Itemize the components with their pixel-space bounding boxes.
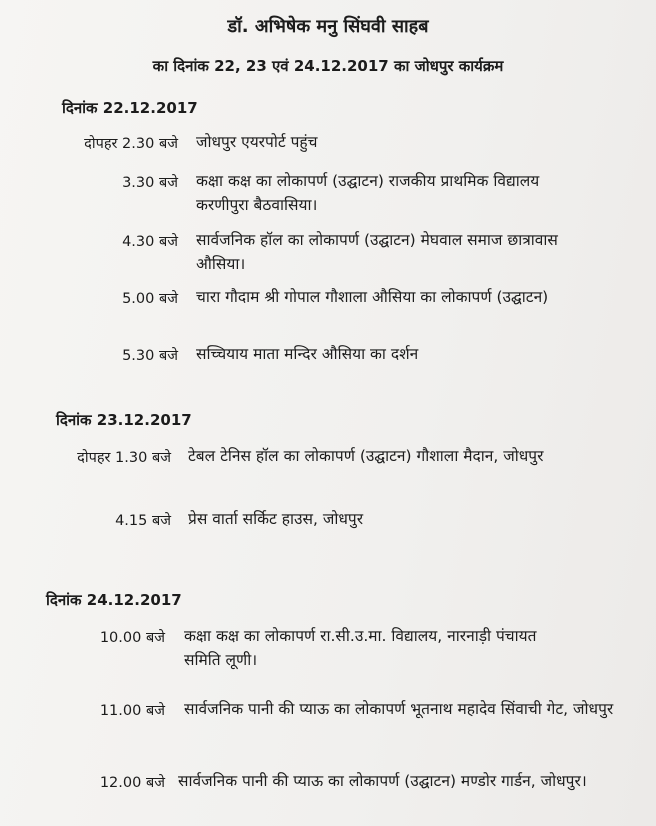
event-time: 10.00 बजे	[99, 630, 165, 646]
event-desc: सार्वजनिक पानी की प्याऊ का लोकापर्ण भूतनाथ महादेव सिंवाची गेट, जोधपुर	[184, 700, 614, 718]
event-desc: जोधपुर एयरपोर्ट पहुंच	[196, 133, 318, 151]
page-title: डॉ. अभिषेक मनु सिंघवी साहब	[227, 16, 429, 37]
event-time: 5.30 बजे	[122, 348, 178, 364]
event-desc: प्रेस वार्ता सर्किट हाउस, जोधपुर	[188, 510, 364, 528]
event-desc: चारा गौदाम श्री गोपाल गौशाला औसिया का लोकापर्ण (उद्घाटन)	[196, 288, 549, 306]
event-time: 4.30 बजे	[122, 234, 178, 250]
event-desc: टेबल टेनिस हॉल का लोकापर्ण (उद्घाटन) गौशाला मैदान, जोधपुर	[188, 447, 544, 465]
day-1-date: दिनांक 22.12.2017	[62, 99, 198, 117]
event-desc: सार्वजनिक हॉल का लोकापर्ण (उद्घाटन) मेघवाल समाज छात्रावास औसिया।	[196, 231, 558, 273]
event-desc: सच्चियाय माता मन्दिर औसिया का दर्शन	[196, 345, 419, 363]
event-desc: कक्षा कक्ष का लोकापर्ण (उद्घाटन) राजकीय प्राथमिक विद्यालय करणीपुरा बैठवासिया।	[196, 172, 540, 214]
day-2-date: दिनांक 23.12.2017	[56, 411, 192, 429]
page-subtitle: का दिनांक 22, 23 एवं 24.12.2017 का जोधपुर कार्यक्रम	[152, 57, 504, 75]
event-time: 5.00 बजे	[122, 291, 178, 307]
event-time: 12.00 बजे	[99, 775, 165, 791]
event-desc: कक्षा कक्ष का लोकापर्ण रा.सी.उ.मा. विद्यालय, नारनाड़ी पंचायत समिति लूणी।	[184, 627, 537, 669]
event-desc: सार्वजनिक पानी की प्याऊ का लोकापर्ण (उद्घाटन) मण्डोर गार्डन, जोधपुर।	[178, 772, 587, 790]
event-time: दोपहर 1.30 बजे	[77, 450, 171, 466]
day-3-date: दिनांक 24.12.2017	[46, 591, 182, 609]
event-time: 3.30 बजे	[122, 175, 178, 191]
event-time: दोपहर 2.30 बजे	[84, 136, 178, 152]
event-time: 11.00 बजे	[99, 703, 165, 719]
event-time: 4.15 बजे	[115, 513, 171, 529]
